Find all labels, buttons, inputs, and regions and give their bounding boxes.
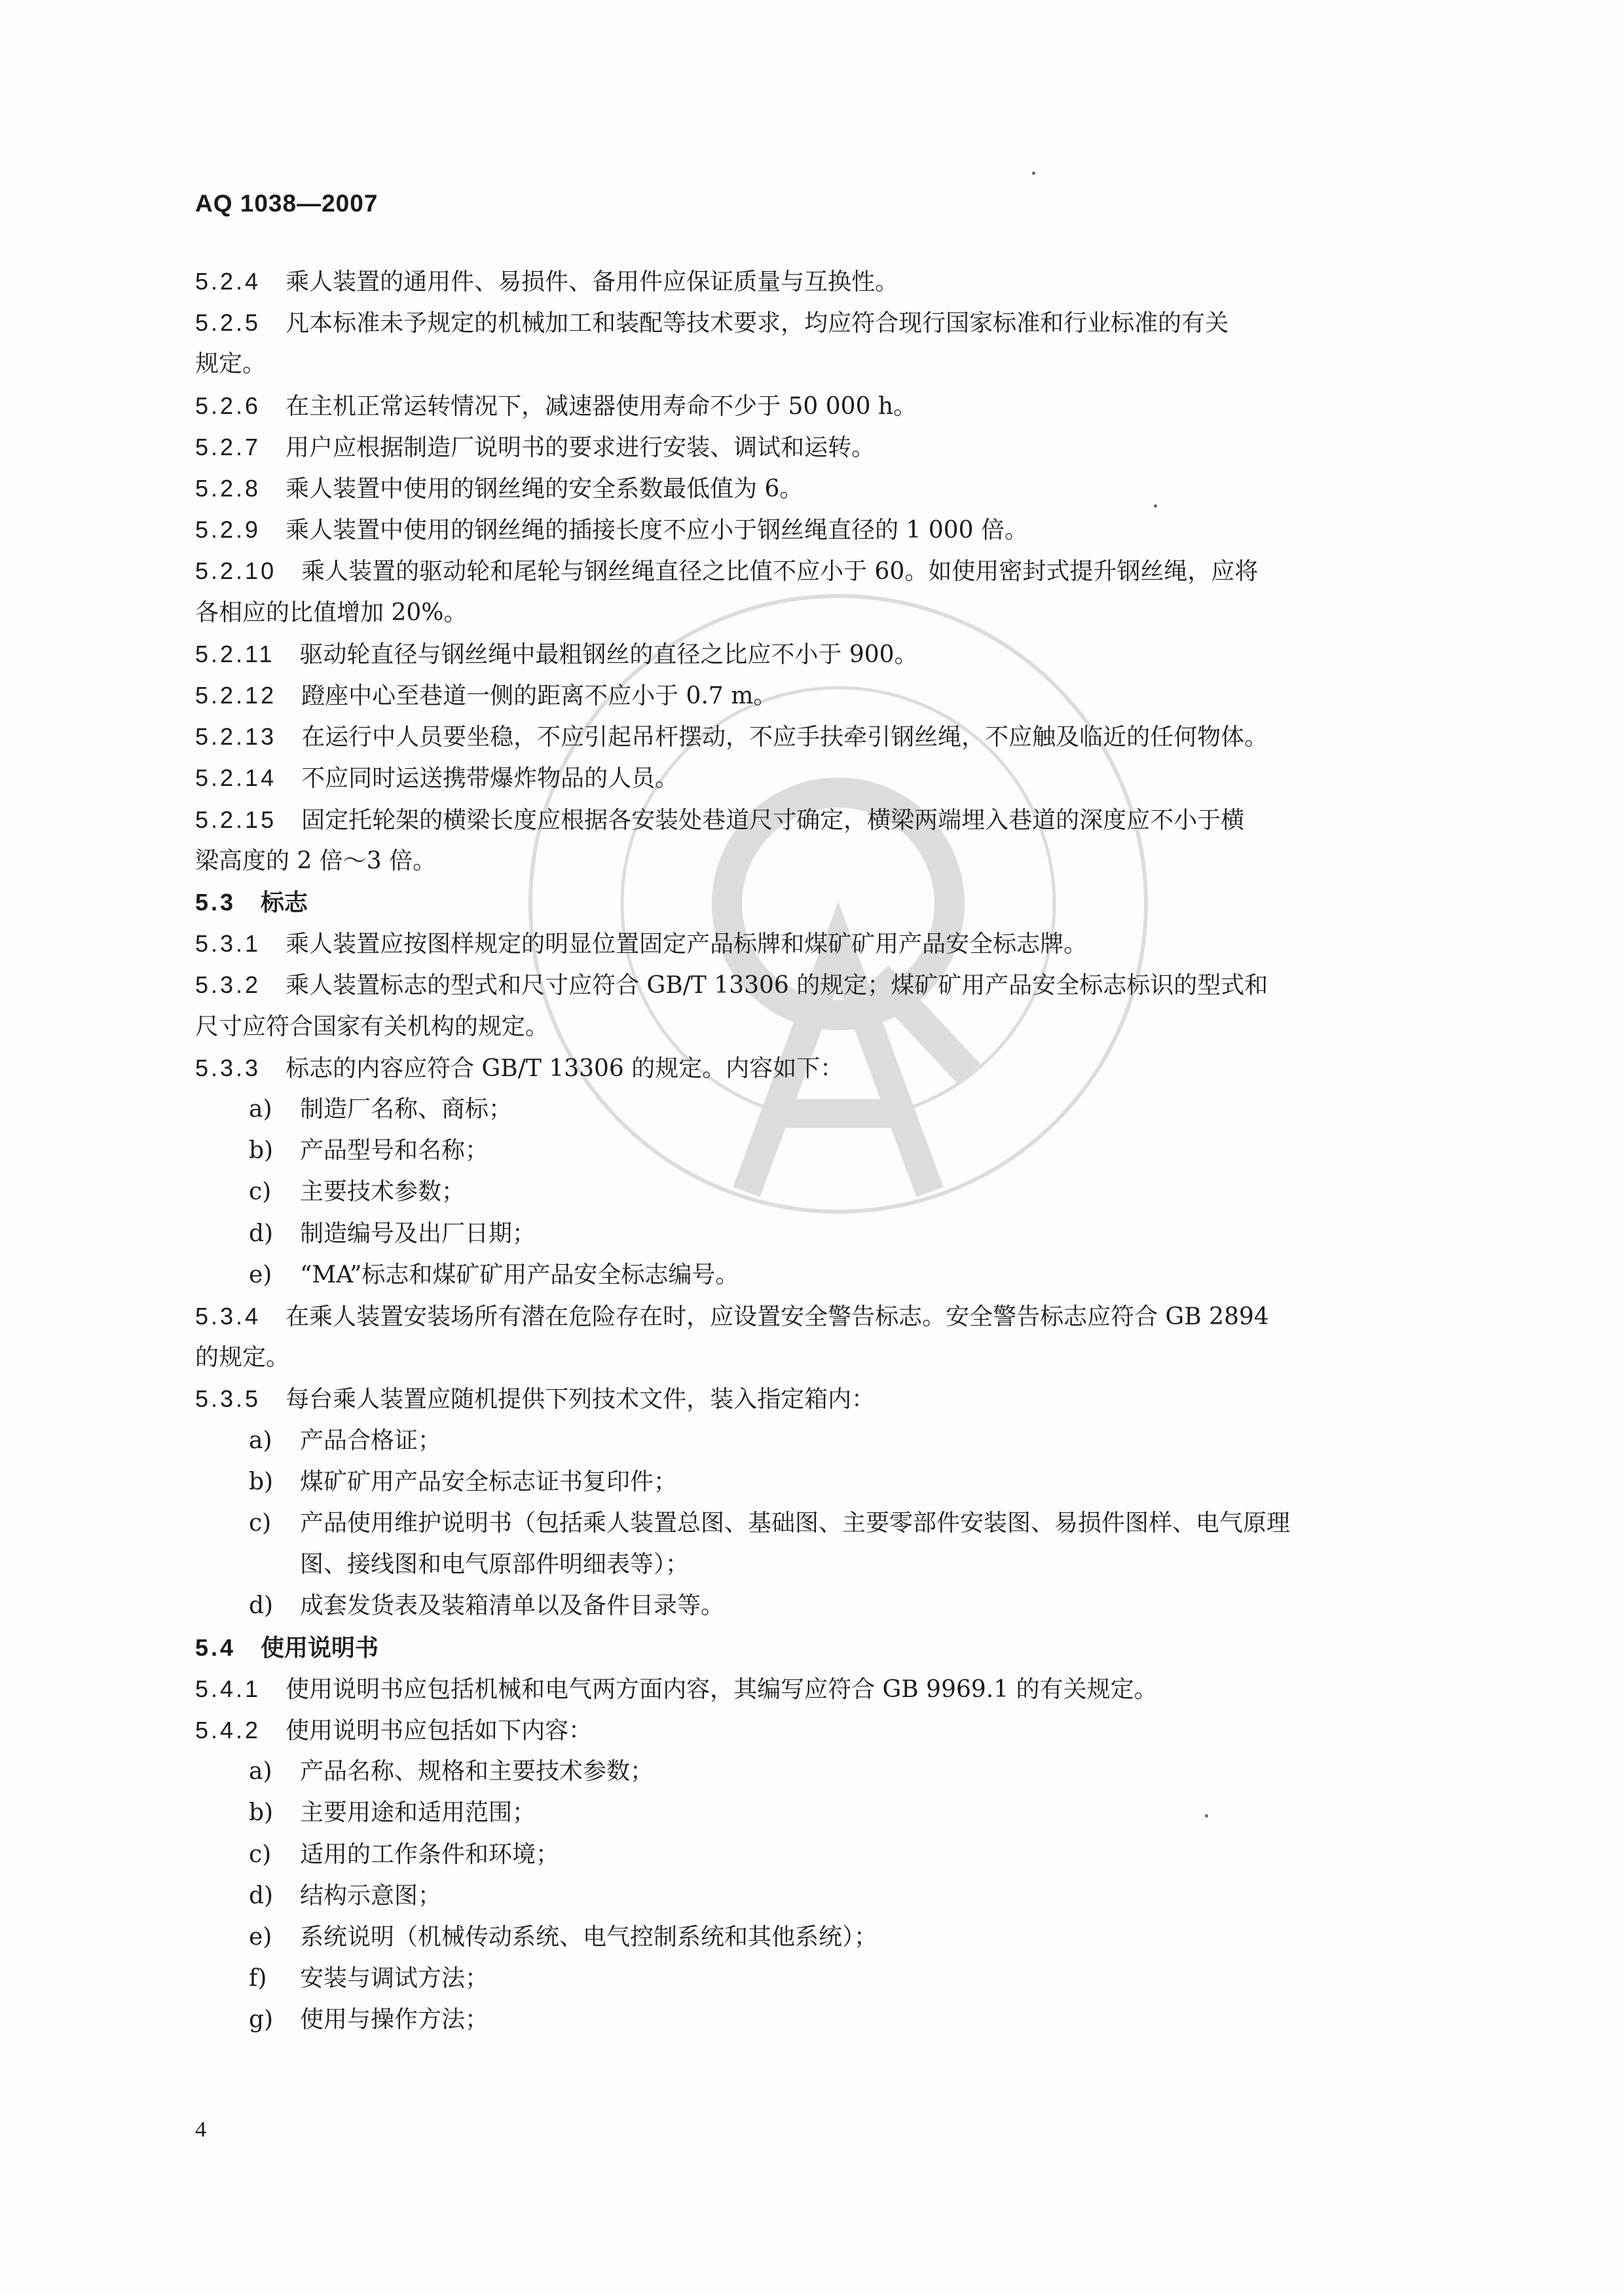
list-item-label: c) bbox=[249, 1178, 272, 1205]
clause-text: 乘人装置的驱动轮和尾轮与钢丝绳直径之比值不应小于 60。如使用密封式提升钢丝绳，应将 bbox=[301, 558, 1259, 585]
clause-number: 5.2.12 bbox=[195, 682, 277, 709]
clause-number: 5.3.4 bbox=[195, 1303, 261, 1330]
clause-text: “MA”标志和煤矿矿用产品安全标志编号。 bbox=[300, 1261, 739, 1288]
list-item bbox=[249, 1136, 489, 1165]
list-item bbox=[249, 1964, 489, 1993]
clause-line bbox=[195, 267, 898, 297]
list-item bbox=[249, 1840, 559, 1869]
list-item bbox=[249, 1261, 739, 1290]
clause-text: 使用说明书应包括如下内容： bbox=[286, 1717, 593, 1744]
list-item-label: d) bbox=[249, 1882, 274, 1909]
clause-line bbox=[195, 1013, 549, 1041]
clause-number: 5.2.13 bbox=[195, 723, 277, 750]
clause-text: 主要用途和适用范围； bbox=[300, 1799, 536, 1826]
clause-text: 成套发货表及装箱清单以及备件目录等。 bbox=[300, 1592, 725, 1619]
clause-number: 5.4 bbox=[195, 1634, 236, 1661]
clause-text: 不应同时运送携带爆炸物品的人员。 bbox=[301, 765, 679, 792]
list-item bbox=[249, 1178, 465, 1206]
clause-line bbox=[195, 764, 678, 793]
clause-text: 固定托轮架的横梁长度应根据各安装处巷道尺寸确定，横梁两端埋入巷道的深度应不小于横 bbox=[301, 807, 1245, 834]
clause-line bbox=[195, 929, 1087, 959]
clause-text: 的规定。 bbox=[195, 1344, 290, 1371]
list-item-label: a) bbox=[249, 1427, 272, 1454]
clause-text: 使用说明书 bbox=[261, 1634, 379, 1662]
clause-text: 结构示意图； bbox=[300, 1882, 442, 1909]
clause-line bbox=[195, 308, 1228, 338]
clause-line bbox=[195, 392, 917, 421]
clause-text: 乘人装置中使用的钢丝绳的插接长度不应小于钢丝绳直径的 1 000 倍。 bbox=[286, 517, 1029, 544]
clause-number: 5.3.1 bbox=[195, 930, 261, 957]
clause-text: 在主机正常运转情况下，减速器使用寿命不少于 50 000 h。 bbox=[286, 393, 917, 420]
list-item bbox=[249, 1757, 654, 1786]
list-item bbox=[249, 1799, 536, 1827]
section-heading bbox=[195, 1633, 378, 1663]
clause-text: 使用与操作方法； bbox=[300, 2006, 489, 2033]
clause-number: 5.2.15 bbox=[195, 806, 277, 833]
clause-number: 5.2.9 bbox=[195, 516, 261, 543]
clause-number: 5.3.5 bbox=[195, 1385, 261, 1412]
clause-text: 乘人装置的通用件、易损件、备用件应保证质量与互换性。 bbox=[286, 269, 899, 295]
list-item bbox=[249, 1923, 877, 1952]
clause-line bbox=[195, 1054, 843, 1083]
clause-number: 5.3 bbox=[195, 889, 236, 916]
clause-number: 5.4.1 bbox=[195, 1675, 261, 1702]
clause-number: 5.2.4 bbox=[195, 268, 261, 295]
clause-text: 用户应根据制造厂说明书的要求进行安装、调试和运转。 bbox=[286, 434, 876, 461]
list-item-label: g) bbox=[249, 2006, 274, 2033]
clause-number: 5.4.2 bbox=[195, 1717, 261, 1744]
list-item-label: f) bbox=[249, 1965, 267, 1992]
clause-line bbox=[195, 515, 1028, 545]
list-item-label: a) bbox=[249, 1096, 272, 1123]
clause-number: 5.2.11 bbox=[195, 641, 275, 667]
scan-speck bbox=[1032, 172, 1035, 175]
clause-line bbox=[195, 640, 918, 669]
clause-line bbox=[195, 350, 266, 379]
clause-text: 每台乘人装置应随机提供下列技术文件，装入指定箱内： bbox=[286, 1386, 876, 1413]
list-item-label: d) bbox=[249, 1220, 274, 1247]
clause-text: 乘人装置标志的型式和尺寸应符合 GB/T 13306 的规定；煤矿矿用产品安全标志标识的型式和 bbox=[286, 972, 1268, 999]
list-item bbox=[249, 1095, 512, 1124]
list-item bbox=[249, 1468, 677, 1497]
list-item-label: e) bbox=[249, 1924, 272, 1950]
clause-text: 尺寸应符合国家有关机构的规定。 bbox=[195, 1013, 549, 1040]
clause-text: 标志的内容应符合 GB/T 13306 的规定。内容如下： bbox=[286, 1055, 844, 1082]
clause-line bbox=[195, 557, 1258, 586]
list-item-label: b) bbox=[249, 1799, 274, 1826]
clause-number: 5.2.10 bbox=[195, 557, 277, 584]
clause-text: 凡本标准未予规定的机械加工和装配等技术要求，均应符合现行国家标准和行业标准的有关 bbox=[286, 310, 1229, 337]
clause-text: 煤矿矿用产品安全标志证书复印件； bbox=[300, 1468, 678, 1495]
clause-number: 5.2.7 bbox=[195, 434, 261, 460]
clause-text: 驱动轮直径与钢丝绳中最粗钢丝的直径之比应不小于 900。 bbox=[299, 641, 918, 668]
publisher-seal-watermark bbox=[511, 576, 1166, 1231]
clause-line bbox=[195, 599, 467, 627]
clause-line bbox=[195, 722, 1268, 752]
page-number: 4 bbox=[195, 2118, 206, 2142]
scan-speck bbox=[1154, 504, 1157, 508]
clause-number: 5.3.3 bbox=[195, 1054, 261, 1081]
clause-text: 主要技术参数； bbox=[300, 1178, 466, 1205]
clause-text: 产品名称、规格和主要技术参数； bbox=[300, 1758, 654, 1785]
clause-line bbox=[195, 1716, 592, 1745]
clause-text: 制造厂名称、商标； bbox=[300, 1096, 513, 1123]
list-item bbox=[249, 2006, 489, 2034]
clause-text: 乘人装置应按图样规定的明显位置固定产品标牌和煤矿矿用产品安全标志牌。 bbox=[286, 931, 1088, 958]
list-item-label: b) bbox=[249, 1137, 274, 1164]
list-item-label: c) bbox=[249, 1510, 272, 1537]
clause-line bbox=[195, 1385, 875, 1414]
list-item-label: a) bbox=[249, 1758, 272, 1785]
clause-text: 在运行中人员要坐稳，不应引起吊杆摆动，不应手扶牵引钢丝绳，不应触及临近的任何物体。 bbox=[301, 724, 1268, 751]
clause-text: 各相应的比值增加 20%。 bbox=[195, 599, 468, 626]
list-item-label: e) bbox=[249, 1261, 272, 1288]
list-item-label: c) bbox=[249, 1841, 272, 1868]
clause-line bbox=[195, 1675, 1158, 1704]
clause-text: 在乘人装置安装场所有潜在危险存在时，应设置安全警告标志。安全警告标志应符合 GB 2894 bbox=[286, 1303, 1269, 1330]
clause-text: 产品使用维护说明书（包括乘人装置总图、基础图、主要零部件安装图、易损件图样、电气原理 bbox=[300, 1510, 1291, 1537]
list-item bbox=[249, 1220, 536, 1248]
list-item bbox=[249, 1882, 441, 1911]
clause-number: 5.2.5 bbox=[195, 309, 261, 336]
clause-text: 制造编号及出厂日期； bbox=[300, 1220, 536, 1247]
clause-text: 图、接线图和电气原部件明细表等）； bbox=[300, 1551, 690, 1578]
clause-text: 乘人装置中使用的钢丝绳的安全系数最低值为 6。 bbox=[286, 476, 803, 502]
clause-text: 梁高度的 2 倍～3 倍。 bbox=[195, 848, 437, 874]
clause-line bbox=[195, 433, 875, 462]
document-code: AQ 1038—2007 bbox=[195, 190, 378, 217]
list-item bbox=[249, 1592, 724, 1620]
clause-number: 5.2.6 bbox=[195, 392, 261, 419]
list-item bbox=[249, 1427, 441, 1455]
clause-line bbox=[195, 681, 777, 711]
clause-line bbox=[195, 1343, 289, 1372]
clause-text: 蹬座中心至巷道一侧的距离不应小于 0.7 m。 bbox=[301, 682, 777, 709]
list-item bbox=[249, 1509, 1290, 1538]
list-item-label: b) bbox=[249, 1468, 274, 1495]
clause-number: 5.2.14 bbox=[195, 764, 277, 791]
list-item-label: d) bbox=[249, 1592, 274, 1619]
list-item bbox=[300, 1550, 689, 1579]
clause-line bbox=[195, 1302, 1269, 1332]
clause-line bbox=[195, 971, 1268, 1000]
clause-text: 产品合格证； bbox=[300, 1427, 442, 1454]
clause-text: 规定。 bbox=[195, 350, 267, 377]
clause-text: 系统说明（机械传动系统、电气控制系统和其他系统）； bbox=[300, 1924, 878, 1950]
clause-number: 5.3.2 bbox=[195, 971, 261, 998]
clause-text: 使用说明书应包括机械和电气两方面内容，其编写应符合 GB 9969.1 的有关规定。 bbox=[286, 1676, 1158, 1703]
clause-text: 标志 bbox=[261, 889, 308, 916]
clause-text: 产品型号和名称； bbox=[300, 1137, 489, 1164]
clause-line bbox=[195, 474, 803, 504]
scan-speck bbox=[1205, 1814, 1208, 1818]
clause-line bbox=[195, 847, 436, 876]
clause-line bbox=[195, 806, 1244, 835]
clause-number: 5.2.8 bbox=[195, 475, 261, 502]
section-heading bbox=[195, 888, 308, 918]
clause-text: 适用的工作条件和环境； bbox=[300, 1841, 560, 1868]
clause-text: 安装与调试方法； bbox=[300, 1965, 489, 1992]
